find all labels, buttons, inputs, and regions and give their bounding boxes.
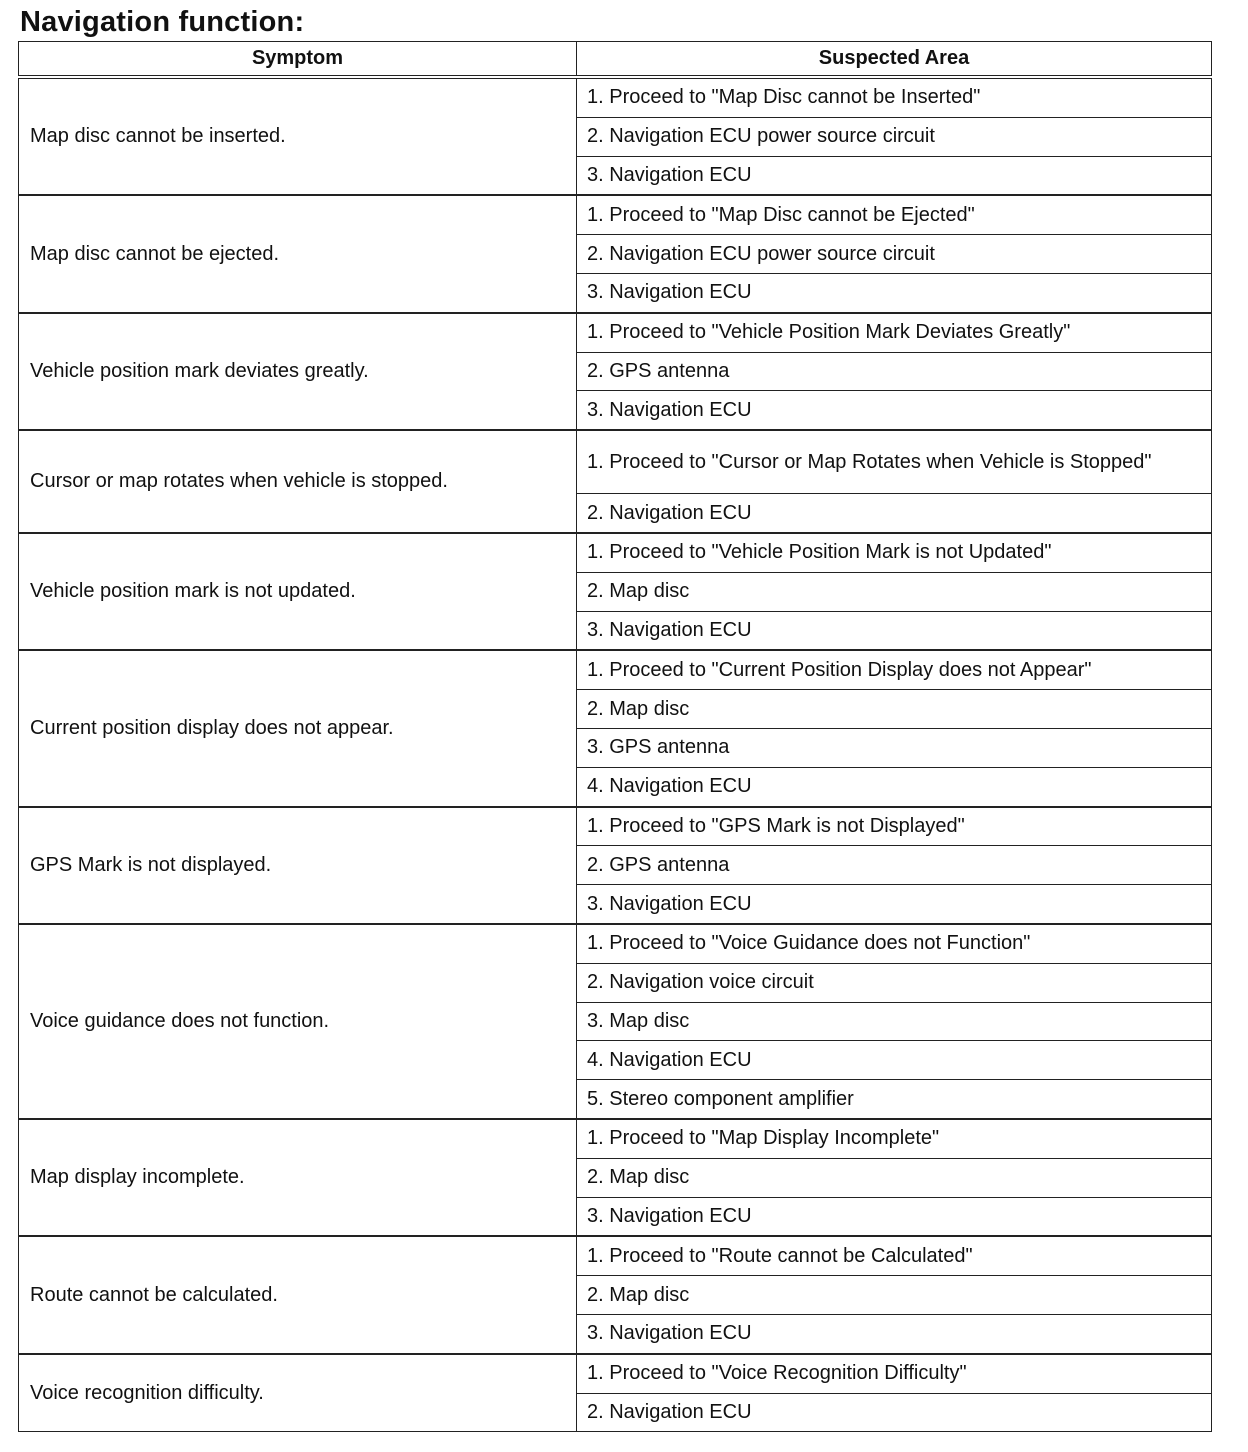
suspected-area-cell: 1. Proceed to "Vehicle Position Mark is not Updated" <box>577 533 1212 572</box>
table-row <box>19 77 1212 117</box>
table-row <box>19 1119 1212 1158</box>
suspected-area-cell: 1. Proceed to "Current Position Display does not Appear" <box>577 650 1212 689</box>
symptom-cell: Route cannot be calculated. <box>19 1236 577 1353</box>
suspected-area-cell: 2. Map disc <box>577 690 1212 729</box>
table-row <box>19 924 1212 963</box>
suspected-area-cell: 3. Navigation ECU <box>577 1314 1212 1353</box>
suspected-area-cell: 3. Navigation ECU <box>577 885 1212 924</box>
table-row <box>19 195 1212 234</box>
header-suspected-area: Suspected Area <box>577 42 1212 78</box>
suspected-area-cell: 1. Proceed to "Map Disc cannot be Inserted" <box>577 77 1212 117</box>
suspected-area-cell: 2. Navigation ECU <box>577 1393 1212 1432</box>
symptom-table <box>18 41 1212 1432</box>
suspected-area-cell: 2. GPS antenna <box>577 352 1212 391</box>
table-row <box>19 1354 1212 1393</box>
suspected-area-cell: 2. Navigation voice circuit <box>577 963 1212 1002</box>
table-row <box>19 650 1212 689</box>
symptom-cell: Vehicle position mark deviates greatly. <box>19 313 577 430</box>
table-row <box>19 1236 1212 1275</box>
symptom-cell: Map disc cannot be ejected. <box>19 195 577 312</box>
suspected-area-cell: 1. Proceed to "Route cannot be Calculated" <box>577 1236 1212 1275</box>
symptom-cell: Map disc cannot be inserted. <box>19 77 577 195</box>
suspected-area-cell: 2. Map disc <box>577 572 1212 611</box>
suspected-area-cell: 1. Proceed to "Voice Recognition Difficulty" <box>577 1354 1212 1393</box>
symptom-cell: Cursor or map rotates when vehicle is stopped. <box>19 430 577 533</box>
suspected-area-cell: 2. Map disc <box>577 1276 1212 1315</box>
symptom-cell: GPS Mark is not displayed. <box>19 807 577 924</box>
suspected-area-cell: 4. Navigation ECU <box>577 767 1212 806</box>
suspected-area-cell: 2. Navigation ECU power source circuit <box>577 235 1212 274</box>
table-header-row <box>19 42 1212 78</box>
suspected-area-cell: 1. Proceed to "Map Display Incomplete" <box>577 1119 1212 1158</box>
suspected-area-cell: 1. Proceed to "Map Disc cannot be Ejected" <box>577 195 1212 234</box>
table-row <box>19 533 1212 572</box>
suspected-area-cell: 2. Navigation ECU <box>577 494 1212 533</box>
suspected-area-cell: 2. Navigation ECU power source circuit <box>577 117 1212 156</box>
suspected-area-cell: 2. Map disc <box>577 1158 1212 1197</box>
table-row <box>19 430 1212 494</box>
symptom-cell: Map display incomplete. <box>19 1119 577 1236</box>
suspected-area-cell: 1. Proceed to "Voice Guidance does not Function" <box>577 924 1212 963</box>
suspected-area-cell: 3. Map disc <box>577 1002 1212 1041</box>
suspected-area-cell: 1. Proceed to "Vehicle Position Mark Deviates Greatly" <box>577 313 1212 352</box>
symptom-cell: Current position display does not appear. <box>19 650 577 806</box>
suspected-area-cell: 3. Navigation ECU <box>577 273 1212 312</box>
suspected-area-cell: 3. Navigation ECU <box>577 156 1212 195</box>
suspected-area-cell: 3. Navigation ECU <box>577 391 1212 430</box>
symptom-cell: Voice recognition difficulty. <box>19 1354 577 1432</box>
suspected-area-cell: 3. Navigation ECU <box>577 611 1212 650</box>
suspected-area-cell: 3. Navigation ECU <box>577 1197 1212 1236</box>
suspected-area-cell: 2. GPS antenna <box>577 846 1212 885</box>
table-row <box>19 807 1212 846</box>
suspected-area-cell: 3. GPS antenna <box>577 728 1212 767</box>
page-title: Navigation function: <box>20 6 305 38</box>
suspected-area-cell: 1. Proceed to "GPS Mark is not Displayed" <box>577 807 1212 846</box>
symptom-cell: Vehicle position mark is not updated. <box>19 533 577 650</box>
suspected-area-cell: 5. Stereo component amplifier <box>577 1080 1212 1119</box>
table-body <box>19 77 1212 1432</box>
table-row <box>19 313 1212 352</box>
header-symptom: Symptom <box>19 42 577 78</box>
symptom-cell: Voice guidance does not function. <box>19 924 577 1119</box>
suspected-area-cell: 1. Proceed to "Cursor or Map Rotates when Vehicle is Stopped" <box>577 430 1212 494</box>
suspected-area-cell: 4. Navigation ECU <box>577 1041 1212 1080</box>
